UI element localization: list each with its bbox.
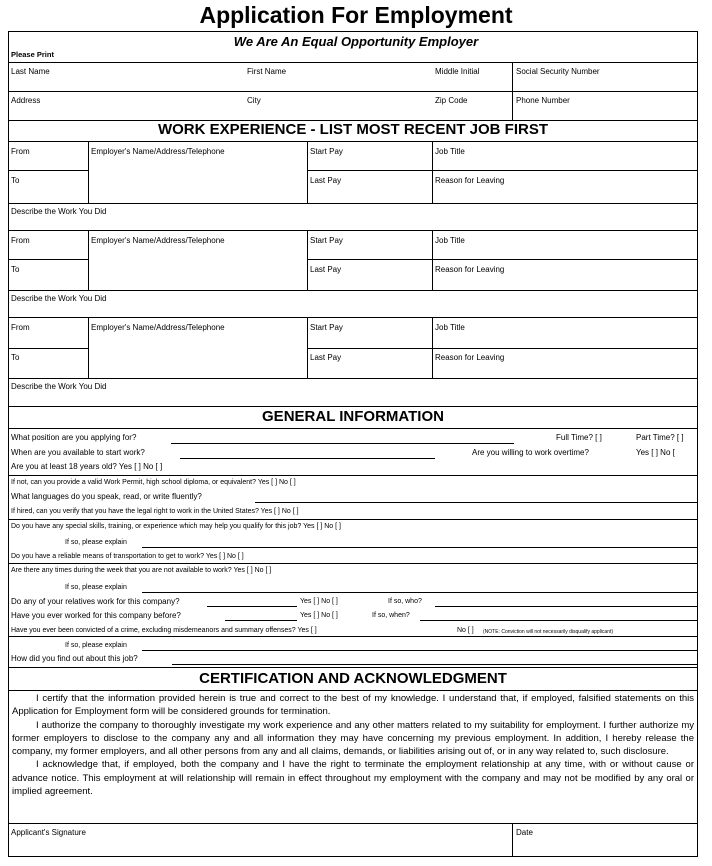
divider (9, 475, 697, 476)
middle-initial-field[interactable]: Middle Initial (435, 67, 480, 76)
conviction-explain-label: If so, please explain (65, 642, 127, 649)
skills-explain-label: If so, please explain (65, 539, 127, 546)
ssn-field[interactable]: Social Security Number (516, 67, 600, 76)
signature-field[interactable]: Applicant's Signature (11, 828, 86, 837)
divider (512, 823, 513, 856)
employer-field[interactable]: Employer's Name/Address/Telephone (91, 236, 225, 245)
relatives-who-label: If so, who? (388, 598, 422, 605)
divider (307, 259, 697, 260)
diploma-question[interactable]: If not, can you provide a valid Work Permit, high school diploma, or equivalent? Yes [ ] No [ ] (11, 479, 296, 486)
to-field[interactable]: To (11, 176, 20, 185)
divider (88, 317, 89, 378)
first-name-field[interactable]: First Name (247, 67, 287, 76)
start-pay-field[interactable]: Start Pay (310, 147, 343, 156)
from-field[interactable]: From (11, 236, 30, 245)
divider (9, 203, 697, 204)
certification-heading: CERTIFICATION AND ACKNOWLEDGMENT (199, 670, 507, 687)
job-title-field[interactable]: Job Title (435, 323, 465, 332)
city-field[interactable]: City (247, 96, 261, 105)
worked-when-label: If so, when? (372, 612, 410, 619)
find-out-question: How did you find out about this job? (11, 654, 138, 663)
age-question[interactable]: Are you at least 18 years old? Yes [ ] No [ ] (11, 462, 163, 471)
divider (9, 62, 697, 63)
divider (9, 317, 697, 318)
divider (9, 348, 88, 349)
times-explain-line[interactable] (142, 592, 697, 593)
relatives-who-line[interactable] (435, 606, 697, 607)
conviction-explain-line[interactable] (142, 650, 697, 651)
divider (9, 690, 697, 691)
skills-question[interactable]: Do you have any special skills, training, or experience which may help you qualify for this job? Yes [ ] No [ ] (11, 523, 341, 530)
job-title-field[interactable]: Job Title (435, 147, 465, 156)
position-input-line[interactable] (171, 443, 514, 444)
from-field[interactable]: From (11, 147, 30, 156)
languages-input-line[interactable] (255, 502, 697, 503)
worked-before-line[interactable] (225, 620, 297, 621)
from-field[interactable]: From (11, 323, 30, 332)
divider (9, 636, 697, 637)
last-pay-field[interactable]: Last Pay (310, 353, 342, 362)
certification-paragraph: I certify that the information provided herein is true and correct to the best of my knowledge. I understand that, if employed, falsified statements on this Application for Employment form will be considered grounds for termination. (12, 693, 694, 718)
skills-explain-line[interactable] (142, 547, 697, 548)
worked-before-question: Have you ever worked for this company before? (11, 611, 181, 620)
languages-question: What languages do you speak, read, or write fluently? (11, 492, 202, 501)
divider (307, 170, 697, 171)
legal-right-question[interactable]: If hired, can you verify that you have the legal right to work in the United States? Yes [ ] No [ ] (11, 508, 299, 515)
divider (88, 230, 89, 290)
conviction-no-checkbox[interactable]: No [ ] (457, 627, 474, 634)
divider (307, 141, 308, 203)
times-explain-label: If so, please explain (65, 584, 127, 591)
last-pay-field[interactable]: Last Pay (310, 265, 342, 274)
address-field[interactable]: Address (11, 96, 41, 105)
divider (9, 91, 697, 92)
job-title-field[interactable]: Job Title (435, 236, 465, 245)
conviction-note: (NOTE: Conviction will not necessarily disqualify applicant) (483, 629, 614, 635)
divider (9, 141, 697, 142)
find-out-line[interactable] (172, 664, 697, 665)
reason-for-leaving-field[interactable]: Reason for Leaving (435, 176, 505, 185)
relatives-question: Do any of your relatives work for this company? (11, 597, 180, 606)
divider (9, 563, 697, 564)
worked-before-checkbox[interactable]: Yes [ ] No [ ] (300, 612, 338, 619)
last-pay-field[interactable]: Last Pay (310, 176, 342, 185)
page-title: Application For Employment (199, 2, 513, 28)
availability-input-line[interactable] (180, 458, 435, 459)
last-name-field[interactable]: Last Name (11, 67, 50, 76)
divider (9, 259, 88, 260)
worked-when-line[interactable] (420, 620, 697, 621)
certification-text (12, 692, 694, 798)
acknowledgment-paragraph: I acknowledge that, if employed, both the company and I have the right to terminate the employment relationship at any time, with or without cause or advance notice. This employment at will relationship will remain in effect throughout my employment with the company and may not be modified by any oral or implied agreement. (12, 759, 694, 798)
availability-question: When are you available to start work? (11, 448, 145, 457)
reason-for-leaving-field[interactable]: Reason for Leaving (435, 353, 505, 362)
part-time-checkbox[interactable]: Part Time? [ ] (636, 433, 684, 442)
divider (432, 230, 433, 290)
divider (307, 230, 308, 290)
divider (307, 348, 697, 349)
transportation-question[interactable]: Do you have a reliable means of transportation to get to work? Yes [ ] No [ ] (11, 553, 244, 560)
to-field[interactable]: To (11, 265, 20, 274)
page-subtitle: We Are An Equal Opportunity Employer (233, 34, 479, 49)
conviction-question[interactable]: Have you ever been convicted of a crime, excluding misdemeanors and summary offenses? Yes [ ] (11, 627, 317, 634)
full-time-checkbox[interactable]: Full Time? [ ] (556, 433, 602, 442)
start-pay-field[interactable]: Start Pay (310, 323, 343, 332)
zip-code-field[interactable]: Zip Code (435, 96, 468, 105)
divider (9, 378, 697, 379)
divider (9, 406, 697, 407)
phone-field[interactable]: Phone Number (516, 96, 570, 105)
reason-for-leaving-field[interactable]: Reason for Leaving (435, 265, 505, 274)
divider (9, 667, 697, 668)
divider (9, 290, 697, 291)
divider (9, 428, 697, 429)
divider (9, 230, 697, 231)
availability-times-question[interactable]: Are there any times during the week that you are not available to work? Yes [ ] No [ ] (11, 567, 272, 574)
start-pay-field[interactable]: Start Pay (310, 236, 343, 245)
relatives-checkbox[interactable]: Yes [ ] No [ ] (300, 598, 338, 605)
work-experience-heading: WORK EXPERIENCE - LIST MOST RECENT JOB FIRST (157, 121, 549, 138)
authorization-paragraph: I authorize the company to thoroughly investigate my work experience and any other matters related to my suitability for employment. I further authorize my former employers to disclose to the company any and all information they may have concerning my previous employment. In addition, I hereby release the company, my former employers, and all other persons from any and all claims, demands, or liabilities arising out of, or in any way related to, such disclosure. (12, 719, 694, 758)
date-field[interactable]: Date (516, 828, 533, 837)
divider (9, 823, 697, 824)
please-print-label: Please Print (11, 50, 54, 59)
overtime-question: Are you willing to work overtime? (472, 448, 589, 457)
describe-work-field[interactable]: Describe the Work You Did (11, 382, 107, 391)
general-information-heading: GENERAL INFORMATION (262, 408, 444, 425)
divider (88, 141, 89, 203)
divider (9, 170, 88, 171)
employer-field[interactable]: Employer's Name/Address/Telephone (91, 147, 225, 156)
overtime-checkbox[interactable]: Yes [ ] No [ (636, 448, 675, 457)
describe-work-field[interactable]: Describe the Work You Did (11, 207, 107, 216)
divider (9, 519, 697, 520)
relatives-line[interactable] (207, 606, 297, 607)
describe-work-field[interactable]: Describe the Work You Did (11, 294, 107, 303)
position-question: What position are you applying for? (11, 433, 137, 442)
employer-field[interactable]: Employer's Name/Address/Telephone (91, 323, 225, 332)
to-field[interactable]: To (11, 353, 20, 362)
divider (432, 141, 433, 203)
